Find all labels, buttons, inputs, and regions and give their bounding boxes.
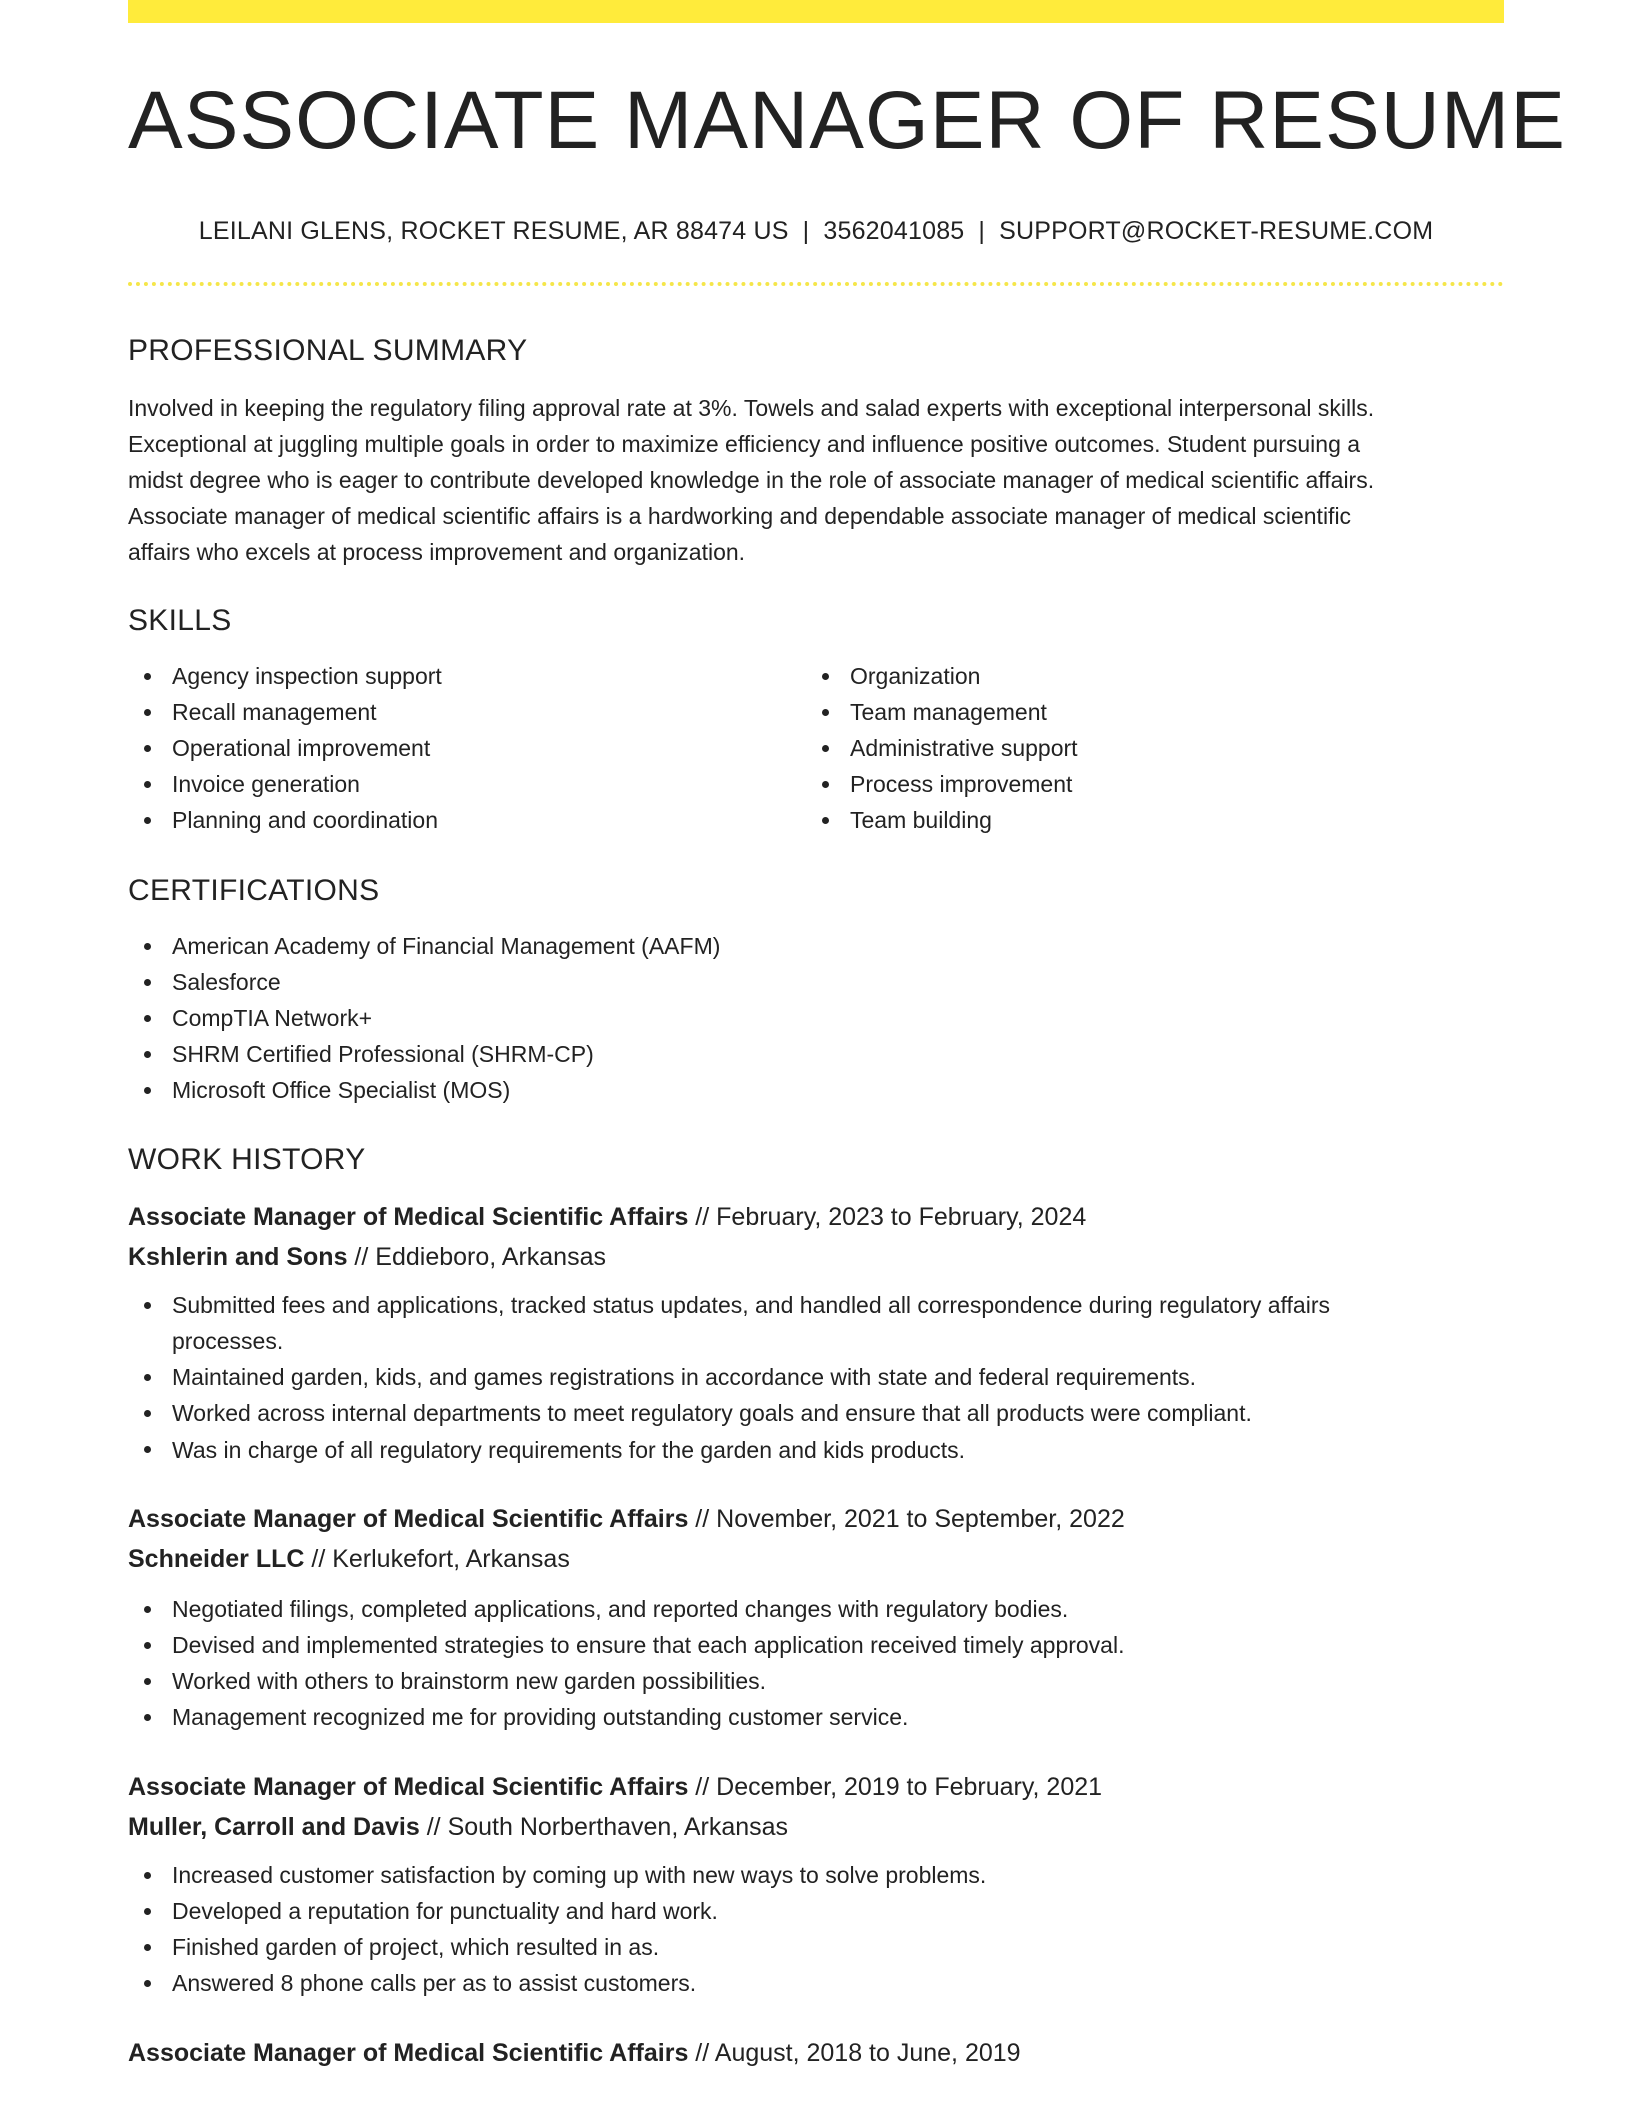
job-company-line — [128, 1539, 1504, 1579]
skill-item: Organization — [806, 658, 1484, 694]
certification-item: American Academy of Financial Management (AAFM) — [128, 928, 1504, 964]
job-separator: // — [688, 1773, 717, 1801]
job-location: Kerlukefort, Arkansas — [332, 1545, 570, 1573]
job-title-line — [128, 1499, 1504, 1539]
contact-separator: | — [802, 217, 810, 245]
job-title: Associate Manager of Medical Scientific Affairs — [128, 1773, 689, 1801]
job-title-line — [128, 1197, 1504, 1237]
job-entry — [128, 1499, 1504, 1735]
job-company: Schneider LLC — [128, 1545, 305, 1573]
job-bullet: Developed a reputation for punctuality and hard work. — [128, 1893, 1504, 1929]
contact-email: SUPPORT@ROCKET-RESUME.COM — [999, 217, 1434, 245]
certification-item: Microsoft Office Specialist (MOS) — [128, 1072, 1504, 1108]
job-separator: // — [347, 1243, 376, 1271]
job-title: Associate Manager of Medical Scientific Affairs — [128, 1203, 689, 1231]
skills-list — [128, 658, 1504, 838]
job-bullet: Worked across internal departments to meet regulatory goals and ensure that all products were compliant. — [128, 1395, 1504, 1431]
skill-item: Process improvement — [806, 766, 1484, 802]
dotted-divider — [128, 282, 1504, 286]
summary-line: Associate manager of medical scientific affairs is a hardworking and dependable associate manager of medical scientific — [128, 503, 1352, 529]
skill-item: Team building — [806, 802, 1484, 838]
job-company-line — [128, 1807, 1504, 1847]
summary-line: Exceptional at juggling multiple goals in order to maximize efficiency and influence positive outcomes. Student pursuing a — [128, 431, 1361, 457]
contact-line — [128, 219, 1504, 244]
job-separator: // — [688, 1203, 717, 1231]
job-entry — [128, 1197, 1504, 1469]
job-bullet: Was in charge of all regulatory requirements for the garden and kids products. — [128, 1431, 1504, 1469]
skill-item: Invoice generation — [128, 766, 806, 802]
job-entry — [128, 1767, 1504, 2001]
certification-item: Salesforce — [128, 964, 1504, 1000]
job-title: Associate Manager of Medical Scientific Affairs — [128, 2039, 689, 2067]
job-location: South Norberthaven, Arkansas — [447, 1813, 789, 1841]
skill-item: Administrative support — [806, 730, 1484, 766]
job-bullet: Management recognized me for providing outstanding customer service. — [128, 1699, 1504, 1735]
job-bullet-line: processes. — [172, 1328, 284, 1354]
skills-column-right — [806, 658, 1484, 838]
skill-item: Planning and coordination — [128, 802, 806, 838]
summary-line: midst degree who is eager to contribute developed knowledge in the role of associate manager of medical scientific affairs. — [128, 467, 1375, 493]
job-bullet: Worked with others to brainstorm new garden possibilities. — [128, 1663, 1504, 1699]
job-bullet: Finished garden of project, which resulted in as. — [128, 1929, 1504, 1965]
skill-item: Team management — [806, 694, 1484, 730]
job-location: Eddieboro, Arkansas — [375, 1243, 606, 1271]
job-company: Kshlerin and Sons — [128, 1243, 348, 1271]
certification-item: SHRM Certified Professional (SHRM-CP) — [128, 1036, 1504, 1072]
skill-item: Agency inspection support — [128, 658, 806, 694]
section-title-certifications: CERTIFICATIONS — [128, 874, 380, 907]
job-title: Associate Manager of Medical Scientific Affairs — [128, 1505, 689, 1533]
job-dates: December, 2019 to February, 2021 — [716, 1773, 1103, 1801]
job-company: Muller, Carroll and Davis — [128, 1813, 420, 1841]
job-bullet: Maintained garden, kids, and games registrations in accordance with state and federal requirements. — [128, 1359, 1504, 1395]
job-dates: November, 2021 to September, 2022 — [716, 1505, 1125, 1533]
job-separator: // — [419, 1813, 448, 1841]
job-bullet: Answered 8 phone calls per as to assist customers. — [128, 1965, 1504, 2001]
resume-page — [128, 0, 1566, 2073]
resume-name: ASSOCIATE MANAGER OF RESUME — [128, 75, 1566, 166]
job-title-line — [128, 1767, 1504, 1807]
section-title-work-history: WORK HISTORY — [128, 1143, 366, 1176]
job-entry — [128, 2033, 1504, 2073]
summary-line: affairs who excels at process improvement and organization. — [128, 539, 746, 565]
skill-item: Operational improvement — [128, 730, 806, 766]
certifications-list — [128, 928, 1504, 1108]
job-separator: // — [304, 1545, 333, 1573]
summary-text — [128, 390, 1504, 570]
contact-separator: | — [978, 217, 986, 245]
skills-column-left — [128, 658, 806, 838]
job-bullets — [128, 1287, 1504, 1469]
job-bullet: Devised and implemented strategies to ensure that each application received timely approval. — [128, 1627, 1504, 1663]
certification-item: CompTIA Network+ — [128, 1000, 1504, 1036]
section-title-summary: PROFESSIONAL SUMMARY — [128, 334, 528, 367]
job-title-line — [128, 2033, 1504, 2073]
job-dates: August, 2018 to June, 2019 — [714, 2039, 1021, 2067]
job-bullet: Negotiated filings, completed applications, and reported changes with regulatory bodies. — [128, 1591, 1504, 1627]
job-bullet — [128, 1287, 1504, 1359]
job-bullets — [128, 1591, 1504, 1735]
contact-address: LEILANI GLENS, ROCKET RESUME, AR 88474 US — [198, 217, 789, 245]
job-bullet: Increased customer satisfaction by coming up with new ways to solve problems. — [128, 1857, 1504, 1893]
summary-line: Involved in keeping the regulatory filing approval rate at 3%. Towels and salad experts with exceptional interpersonal skills. — [128, 395, 1375, 421]
job-bullet-line: Submitted fees and applications, tracked status updates, and handled all correspondence during regulatory affairs — [172, 1292, 1330, 1318]
job-dates: February, 2023 to February, 2024 — [716, 1203, 1087, 1231]
job-company-line — [128, 1237, 1504, 1277]
contact-phone: 3562041085 — [823, 217, 965, 245]
job-separator: // — [688, 1505, 717, 1533]
job-bullets — [128, 1857, 1504, 2001]
section-title-skills: SKILLS — [128, 604, 232, 637]
job-separator: // — [688, 2039, 715, 2067]
accent-top-bar — [128, 0, 1504, 23]
skill-item: Recall management — [128, 694, 806, 730]
